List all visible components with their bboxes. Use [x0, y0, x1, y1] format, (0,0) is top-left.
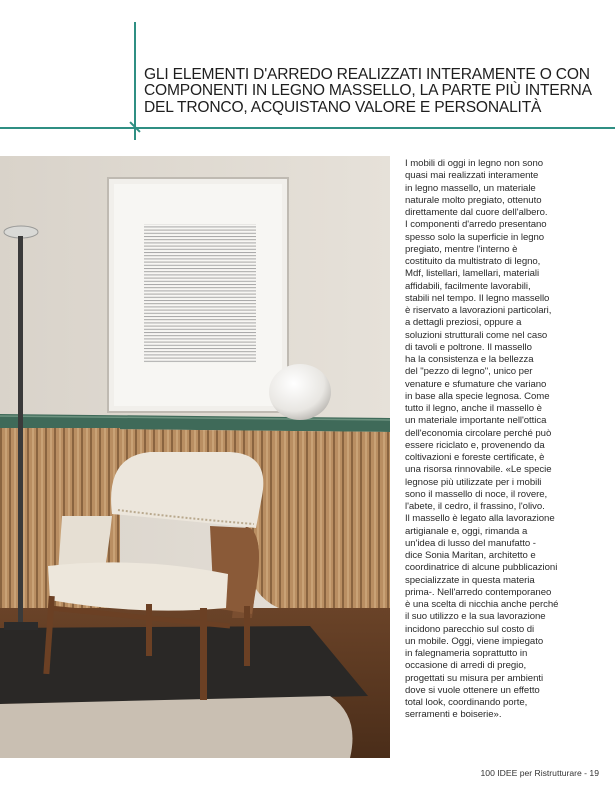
vertical-rule [134, 22, 136, 140]
page-folio: 100 IDEE per Ristrutturare - 19 [480, 768, 599, 778]
interior-photo [0, 156, 390, 758]
framed-artwork [108, 178, 288, 412]
article-body: I mobili di oggi in legno non sono quasi mai realizzati interamente in legno massello, un materiale naturale molto pregiato, ottenuto direttamente dal cuore dell'albero. I componenti d'arredo presentano spesso solo la superficie in legno pregiato, mentre l'interno è costituito da multistrato di legno, Mdf, listellari, lamellari, materiali affidabili, facilmente lavorabili, stabili nel tempo. Il legno massello è riservato a lavorazioni particolari, a dettagli preziosi, oppure a soluzioni strutturali come nel caso di tavoli e poltrone. Il massello ha la consistenza e la bellezza del "pezzo di legno", unico per venature e sfumature che variano in base alla specie legnosa. Come tutto il legno, anche il massello è un materiale importante nell'ottica dell'economia circolare perché può essere riciclato e, provenendo da coltivazioni e foreste certificate, è una risorsa rinnovabile. «Le specie legnose più utilizzate per i mobili sono il massello di noce, il rovere, l'abete, il cedro, il frassino, l'olivo. Il massello è legato alla lavorazione artigianale e, oggi, rimanda a un'idea di lusso del manufatto - dice Sonia Maritan, architetto e coordinatrice di alcune pubblicazioni specializzate in questa materia prima-. Nell'arredo contemporaneo è una scelta di nicchia anche perché il suo utilizzo e la sua lavorazione incidono parecchio sul costo di un mobile. Oggi, viene impiegato in falegnameria soprattutto in occasione di arredi di pregio, progettati su misura per ambienti dove si vuole ottenere un effetto total look, coordinando porte, serramenti e boiserie». [405, 158, 559, 721]
headline: GLI ELEMENTI D'ARREDO REALIZZATI INTERAMENTE O CON COMPONENTI IN LEGNO MASSELLO, LA PARTE PIÙ INTERNA DEL TRONCO, ACQUISTANO VALORE E PERSONALITÀ [144, 66, 592, 116]
horizontal-rule [0, 127, 615, 129]
marble-sphere [269, 364, 331, 420]
